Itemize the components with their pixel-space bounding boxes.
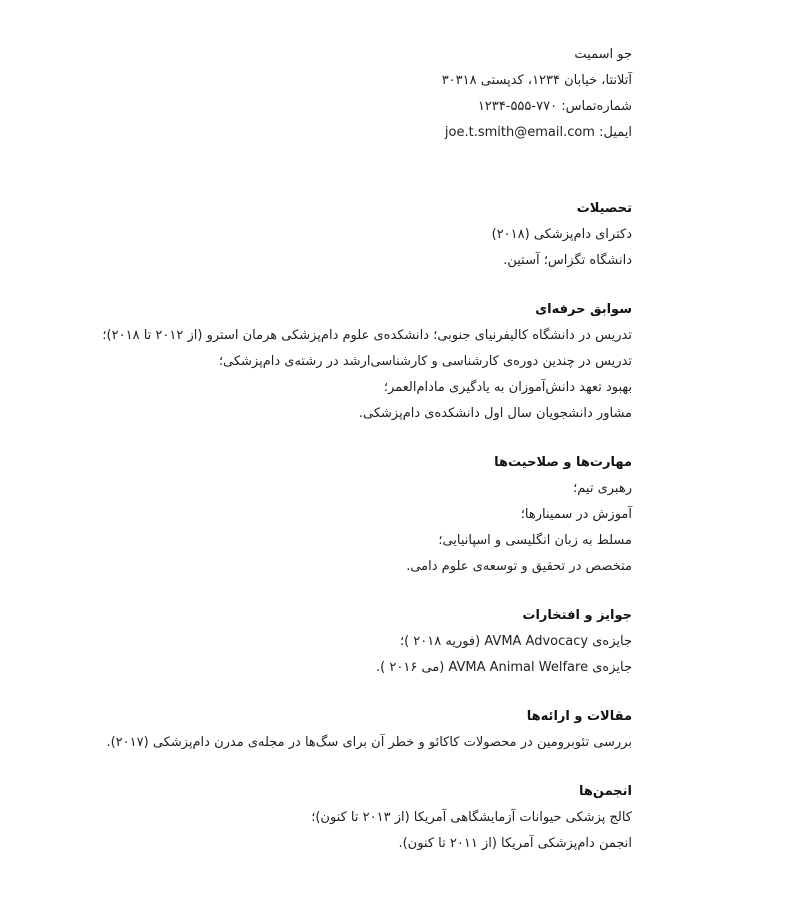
- skills-item: رهبری تیم؛: [573, 481, 632, 496]
- awards-item: جایزه‌ی AVMA Advocacy (فوریه ۲۰۱۸ )؛: [399, 634, 632, 649]
- awards-item: جایزه‌ی AVMA Animal Welfare (می ۲۰۱۶ ).: [376, 660, 632, 675]
- experience-item: تدریس در دانشگاه کالیفرنیای جنوبی؛ دانشکده‌ی علوم دام‌پزشکی هرمان استرو (از ۲۰۱۲ تا ۲۰۱۸)؛: [102, 328, 632, 343]
- contact-phone: شماره‌تماس: ۷۷۰-۵۵۵-۱۲۳۴: [477, 99, 632, 114]
- contact-email: ایمیل: joe.t.smith@email.com: [444, 125, 632, 140]
- skills-item: آموزش در سمینارها؛: [520, 507, 632, 522]
- contact-name: جو اسمیت: [574, 47, 632, 62]
- publications-item: بررسی تئوبرومین در محصولات کاکائو و خطر آن برای سگ‌ها در مجله‌ی مدرن دام‌پزشکی (۲۰۱۷).: [106, 735, 632, 750]
- section-heading-publications: مقالات و ارائه‌ها: [526, 709, 632, 724]
- contact-address: آتلانتا، خیابان ۱۲۳۴، کدپستی ۳۰۳۱۸: [441, 73, 632, 88]
- section-heading-awards: جوایز و افتخارات: [522, 608, 632, 623]
- section-heading-associations: انجمن‌ها: [578, 784, 632, 799]
- section-heading-skills: مهارت‌ها و صلاحیت‌ها: [494, 455, 632, 470]
- experience-item: بهبود تعهد دانش‌آموزان به یادگیری مادام‌العمر؛: [383, 380, 632, 395]
- experience-item: مشاور دانشجویان سال اول دانشکده‌ی دام‌پزشکی.: [358, 406, 632, 421]
- associations-item: کالج پزشکی حیوانات آزمایشگاهی آمریکا (از ۲۰۱۳ تا کنون)؛: [311, 810, 632, 825]
- skills-item: مسلط به زبان انگلیسی و اسپانیایی؛: [438, 533, 632, 548]
- associations-item: انجمن دام‌پزشکی آمریکا (از ۲۰۱۱ تا کنون).: [398, 836, 632, 851]
- education-item: دکترای دام‌پزشکی (۲۰۱۸): [491, 227, 632, 242]
- section-heading-experience: سوابق حرفه‌ای: [535, 302, 632, 317]
- education-item: دانشگاه تگزاس؛ آستین.: [503, 253, 632, 268]
- experience-item: تدریس در چندین دوره‌ی کارشناسی و کارشناسی‌ارشد در رشته‌ی دام‌پزشکی؛: [218, 354, 632, 369]
- section-heading-education: تحصیلات: [576, 201, 632, 216]
- skills-item: متخصص در تحقیق و توسعه‌ی علوم دامی.: [406, 559, 632, 574]
